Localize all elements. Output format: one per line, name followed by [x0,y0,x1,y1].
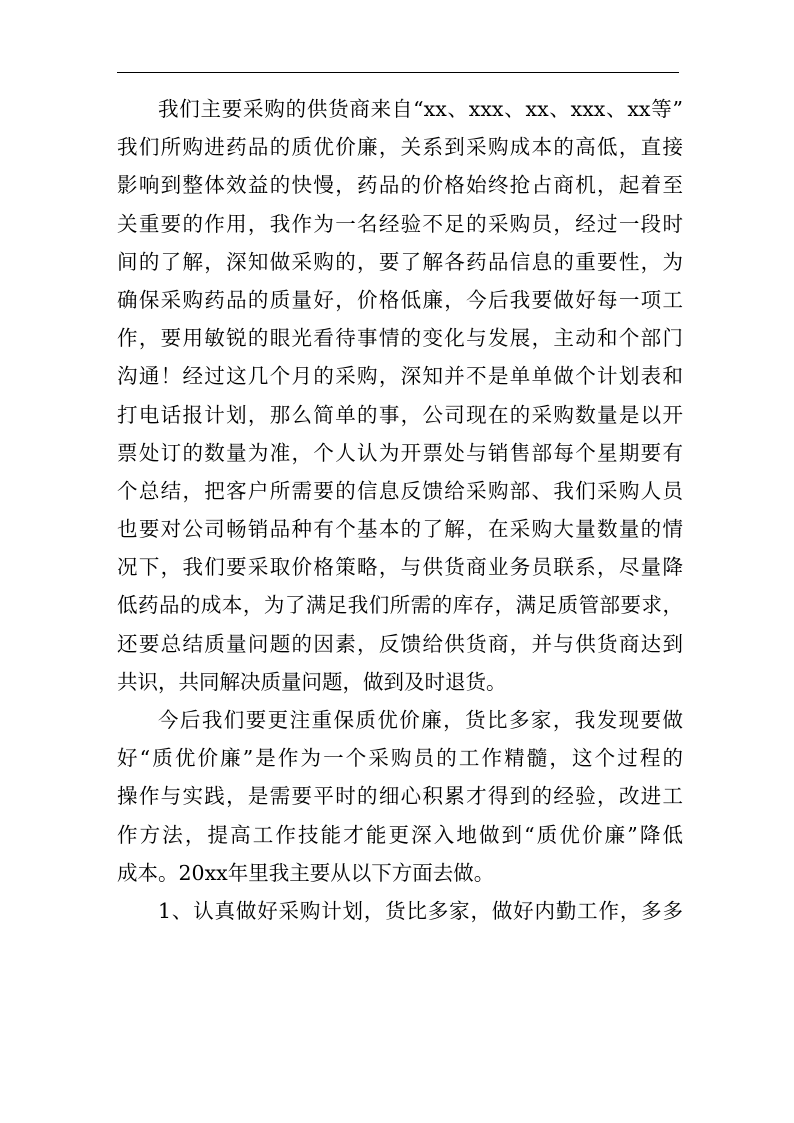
paragraph-supplier [117,90,683,701]
text-line: 关重要的作用，我作为一名经验不足的采购员，经过一段时 [117,211,683,236]
text-line: 我们主要采购的供货商来自“xx、xxx、xx、xxx、xx等” [158,97,683,121]
text-line: 今后我们要更注重保质优价廉，货比多家，我发现要做 [158,708,683,732]
text-line: 好“质优价廉”是作为一个采购员的工作精髓，这个过程的 [117,746,683,771]
text-line: 操作与实践，是需要平时的细心积累才得到的经验，改进工 [117,784,683,809]
text-line: 个总结，把客户所需要的信息反馈给采购部、我们采购人员 [117,478,683,503]
text-line: 影响到整体效益的快慢，药品的价格始终抢占商机，起着至 [117,173,683,198]
text-line: 作，要用敏锐的眼光看待事情的变化与发展，主动和个部门 [117,326,683,351]
text-line: 还要总结质量问题的因素，反馈给供货商，并与供货商达到 [117,631,683,656]
text-line: 间的了解，深知做采购的，要了解各药品信息的重要性，为 [117,249,683,274]
text-line: 打电话报计划，那么简单的事，公司现在的采购数量是以开 [117,402,683,427]
paragraph-item-1 [117,892,683,930]
text-line: 况下，我们要采取价格策略，与供货商业务员联系，尽量降 [117,555,683,580]
text-line: 1、认真做好采购计划，货比多家，做好内勤工作，多多 [158,898,683,923]
text-line: 作方法，提高工作技能才能更深入地做到“质优价廉”降低 [117,822,683,847]
text-line: 票处订的数量为准，个人认为开票处与销售部每个星期要有 [117,440,683,465]
document-body [117,90,683,930]
header-rule [117,72,679,73]
text-line: 共识，共同解决质量问题，做到及时退货。 [117,669,507,694]
text-line: 沟通！经过这几个月的采购，深知并不是单单做个计划表和 [117,364,683,389]
text-line: 也要对公司畅销品种有个基本的了解，在采购大量数量的情 [117,517,683,542]
paragraph-quality-price [117,701,683,892]
text-line: 低药品的成本，为了满足我们所需的库存，满足质管部要求， [117,593,683,618]
text-line: 我们所购进药品的质优价廉，关系到采购成本的高低，直接 [117,135,683,160]
text-line: 确保采购药品的质量好，价格低廉，今后我要做好每一项工 [117,287,683,312]
text-line: 成本。20xx年里我主要从以下方面去做。 [117,860,495,885]
